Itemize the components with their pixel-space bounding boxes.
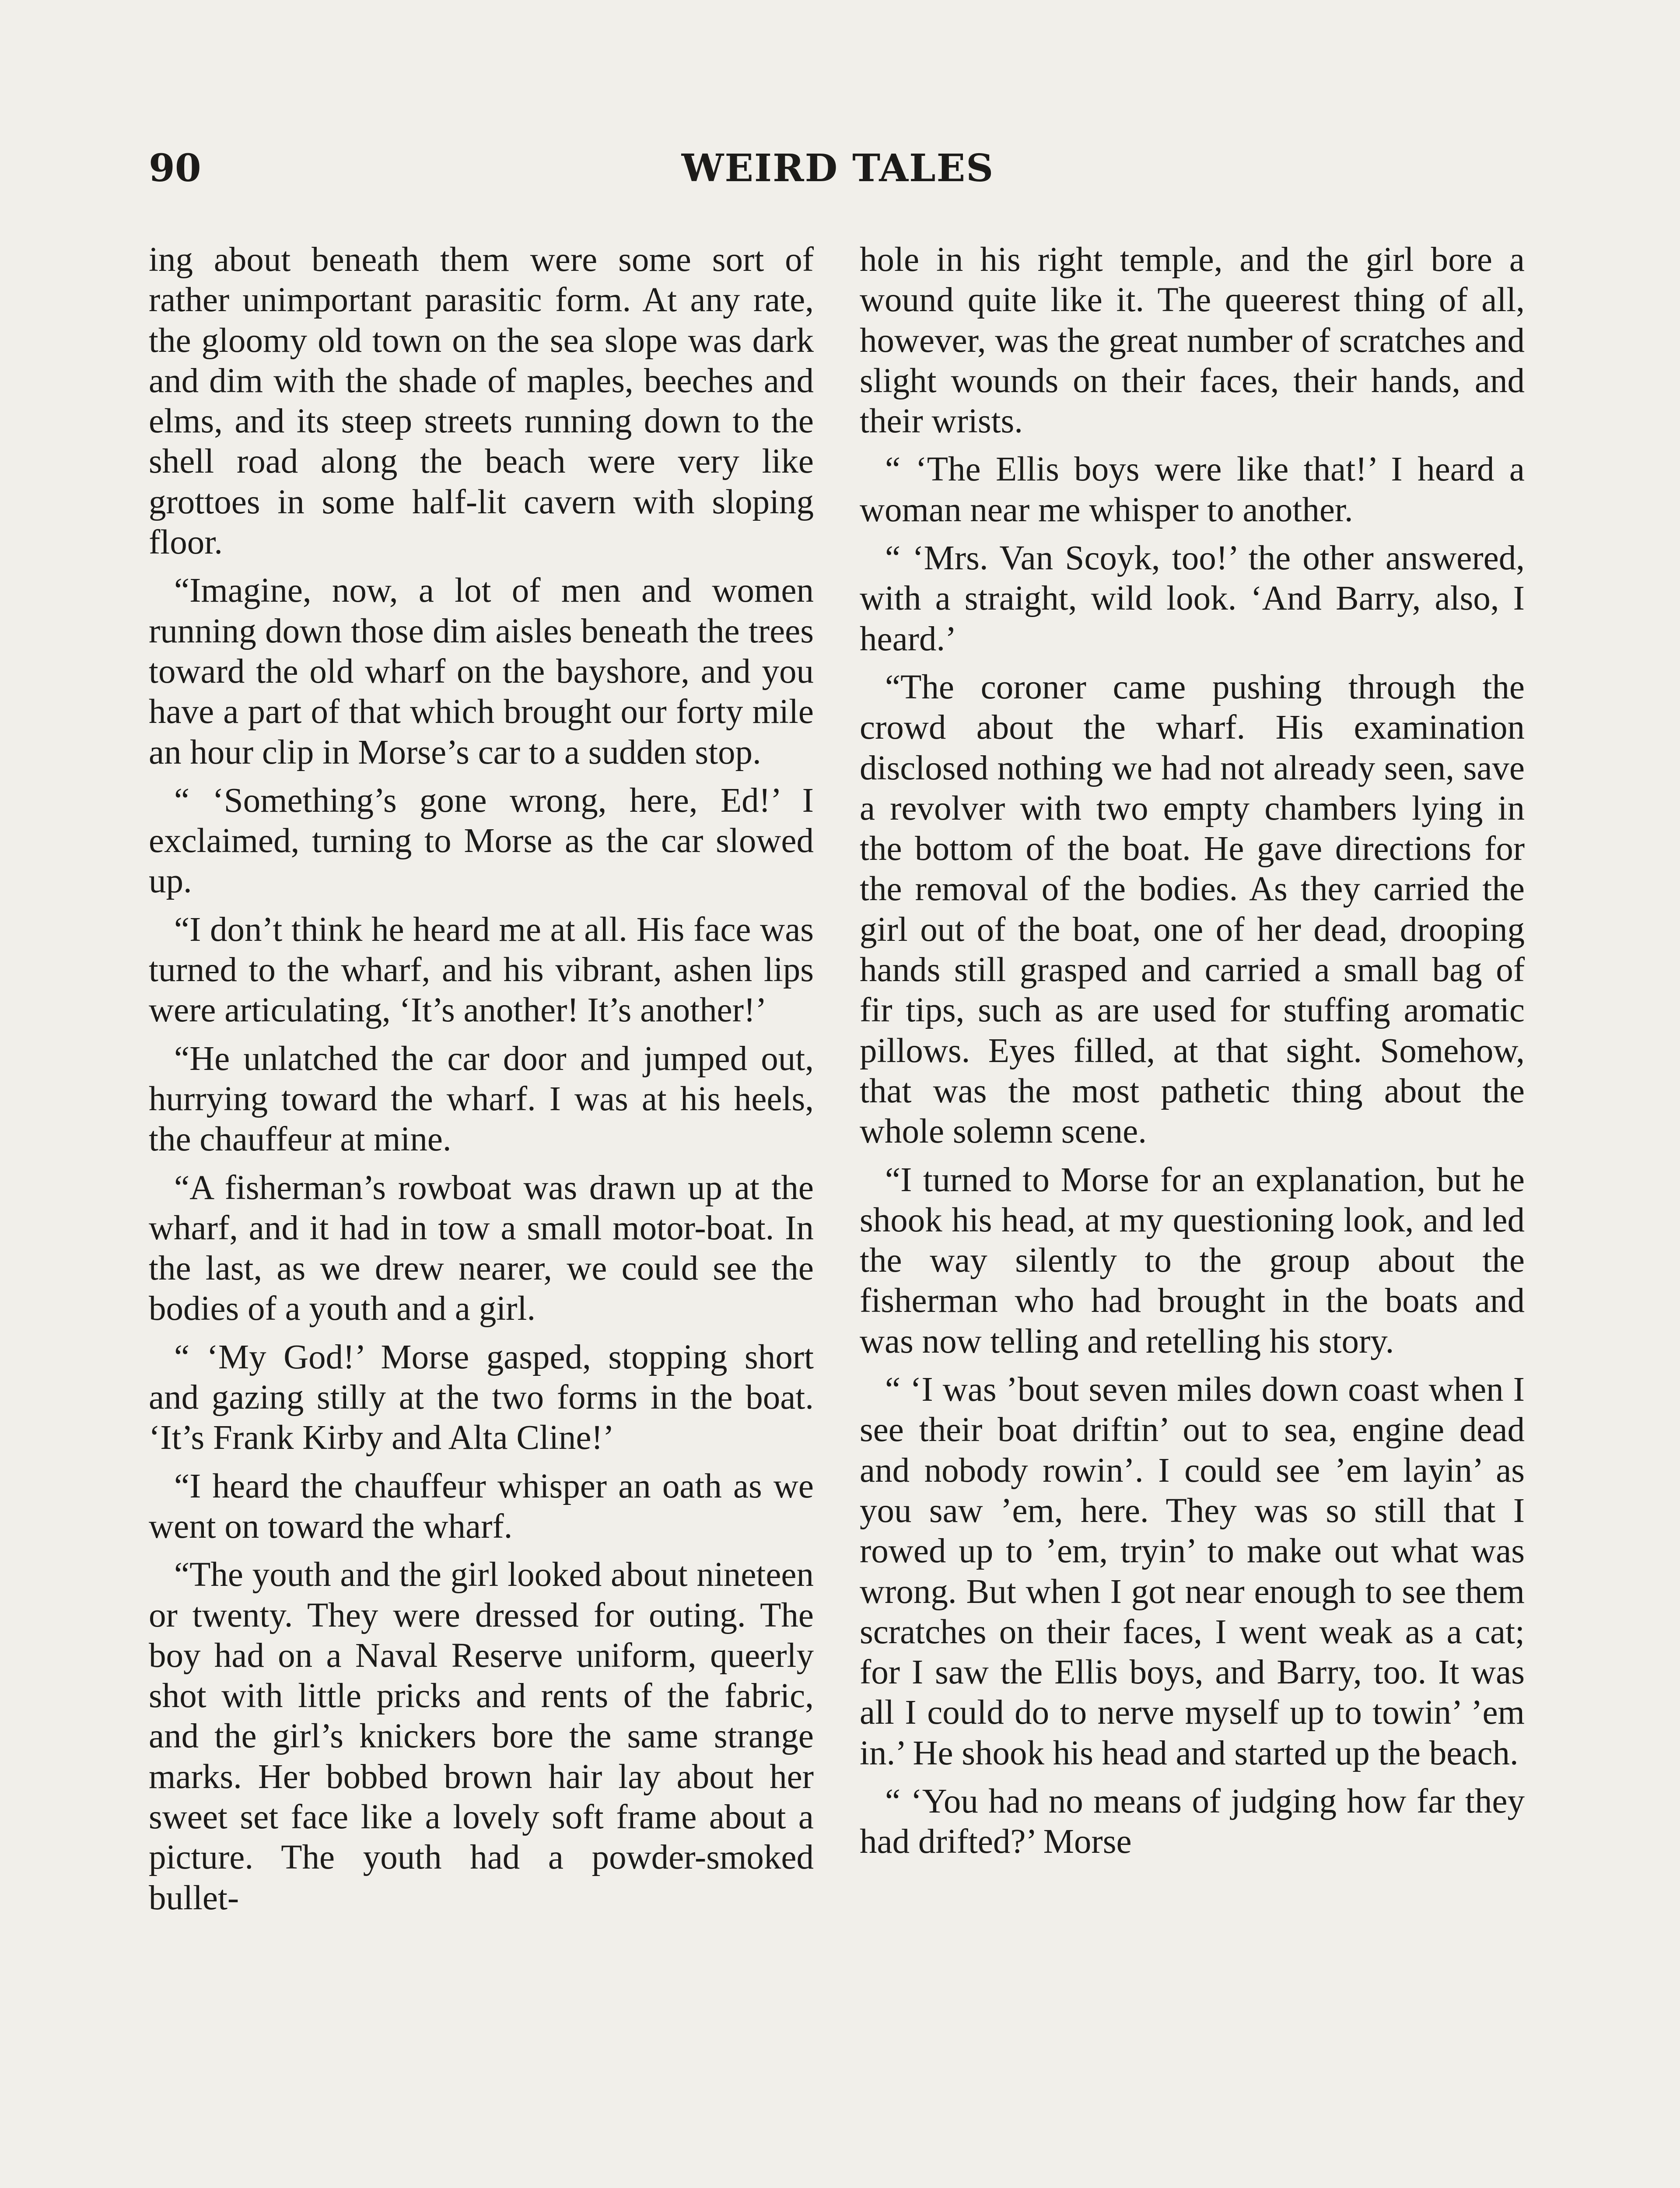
paragraph: “ ‘You had no means of judging how far they had drifted?’ Morse: [860, 1782, 1525, 1861]
left-column: [149, 240, 814, 1926]
paragraph: ing about beneath them were some sort of rather unimportant parasitic form. At any rate, the gloomy old town on the sea slope was dark and dim with the shade of maples, beeches and elms, and its steep streets running down to the shell road along the beach were very like grottoes in some half-lit cavern with sloping floor.: [149, 241, 814, 562]
paragraph: “ ‘My God!’ Morse gasped, stopping short and gazing stilly at the two forms in the boat. ‘It’s Frank Kirby and Alta Cline!’: [149, 1338, 814, 1457]
paragraph: “A fisherman’s rowboat was drawn up at the wharf, and it had in tow a small motor-boat. In the last, as we drew nearer, we could see the bodies of a youth and a girl.: [149, 1168, 814, 1328]
paragraph: “I don’t think he heard me at all. His face was turned to the wharf, and his vibrant, ashen lips were articulating, ‘It’s another! It’s another!’: [149, 910, 814, 1030]
paragraph: “The coroner came pushing through the crowd about the wharf. His examination disclosed nothing we had not already seen, save a revolver with two empty chambers lying in the bottom of the boat. He gave directions for the removal of the bodies. As they carried the girl out of the boat, one of her dead, drooping hands still grasped and carried a small bag of fir tips, such as are used for stuffing aromatic pillows. Eyes filled, at that sight. Somehow, that was the most pathetic thing about the whole solemn scene.: [860, 668, 1525, 1151]
paragraph: “ ‘Mrs. Van Scoyk, too!’ the other answered, with a straight, wild look. ‘And Barry, also, I heard.’: [860, 539, 1525, 658]
paragraph: “ ‘I was ’bout seven miles down coast when I see their boat driftin’ out to sea, engine dead and nobody rowin’. I could see ’em layin’ as you saw ’em, here. They was so still that I rowed up to ’em, tryin’ to make out what was wrong. But when I got near enough to see them scratches on their faces, I went weak as a cat; for I saw the Ellis boys, and Barry, too. It was all I could do to nerve myself up to towin’ ’em in.’ He shook his head and started up the beach.: [860, 1371, 1525, 1772]
paragraph: “I turned to Morse for an explanation, but he shook his head, at my questioning look, and led the way silently to the group about the fisherman who had brought in the boats and was now telling and retelling his story.: [860, 1161, 1525, 1360]
paragraph: “The youth and the girl looked about nineteen or twenty. They were dressed for outing. The boy had on a Naval Reserve uniform, queerly shot with little pricks and rents of the fabric, and the girl’s knickers bore the same strange marks. Her bobbed brown hair lay about her sweet set face like a lovely soft frame about a picture. The youth had a powder-smoked bullet-: [149, 1556, 814, 1917]
paragraph: “I heard the chauffeur whisper an oath as we went on toward the wharf.: [149, 1467, 814, 1546]
paragraph: “Imagine, now, a lot of men and women running down those dim aisles beneath the trees toward the old wharf on the bayshore, and you have a part of that which brought our forty mile an hour clip in Morse’s car to a sudden stop.: [149, 572, 814, 771]
page-number: 90: [149, 146, 201, 190]
page-header: [149, 144, 1527, 197]
paragraph: “ ‘The Ellis boys were like that!’ I heard a woman near me whisper to another.: [860, 450, 1525, 529]
right-column: [860, 240, 1525, 1870]
paragraph: “He unlatched the car door and jumped out, hurrying toward the wharf. I was at his heels, the chauffeur at mine.: [149, 1039, 814, 1159]
paragraph: hole in his right temple, and the girl bore a wound quite like it. The queerest thing of all, however, was the great number of scratches and slight wounds on their faces, their hands, and their wrists.: [860, 241, 1525, 441]
running-head-title: WEIRD TALES: [681, 146, 994, 190]
paragraph: “ ‘Something’s gone wrong, here, Ed!’ I exclaimed, turning to Morse as the car slowed up.: [149, 781, 814, 901]
